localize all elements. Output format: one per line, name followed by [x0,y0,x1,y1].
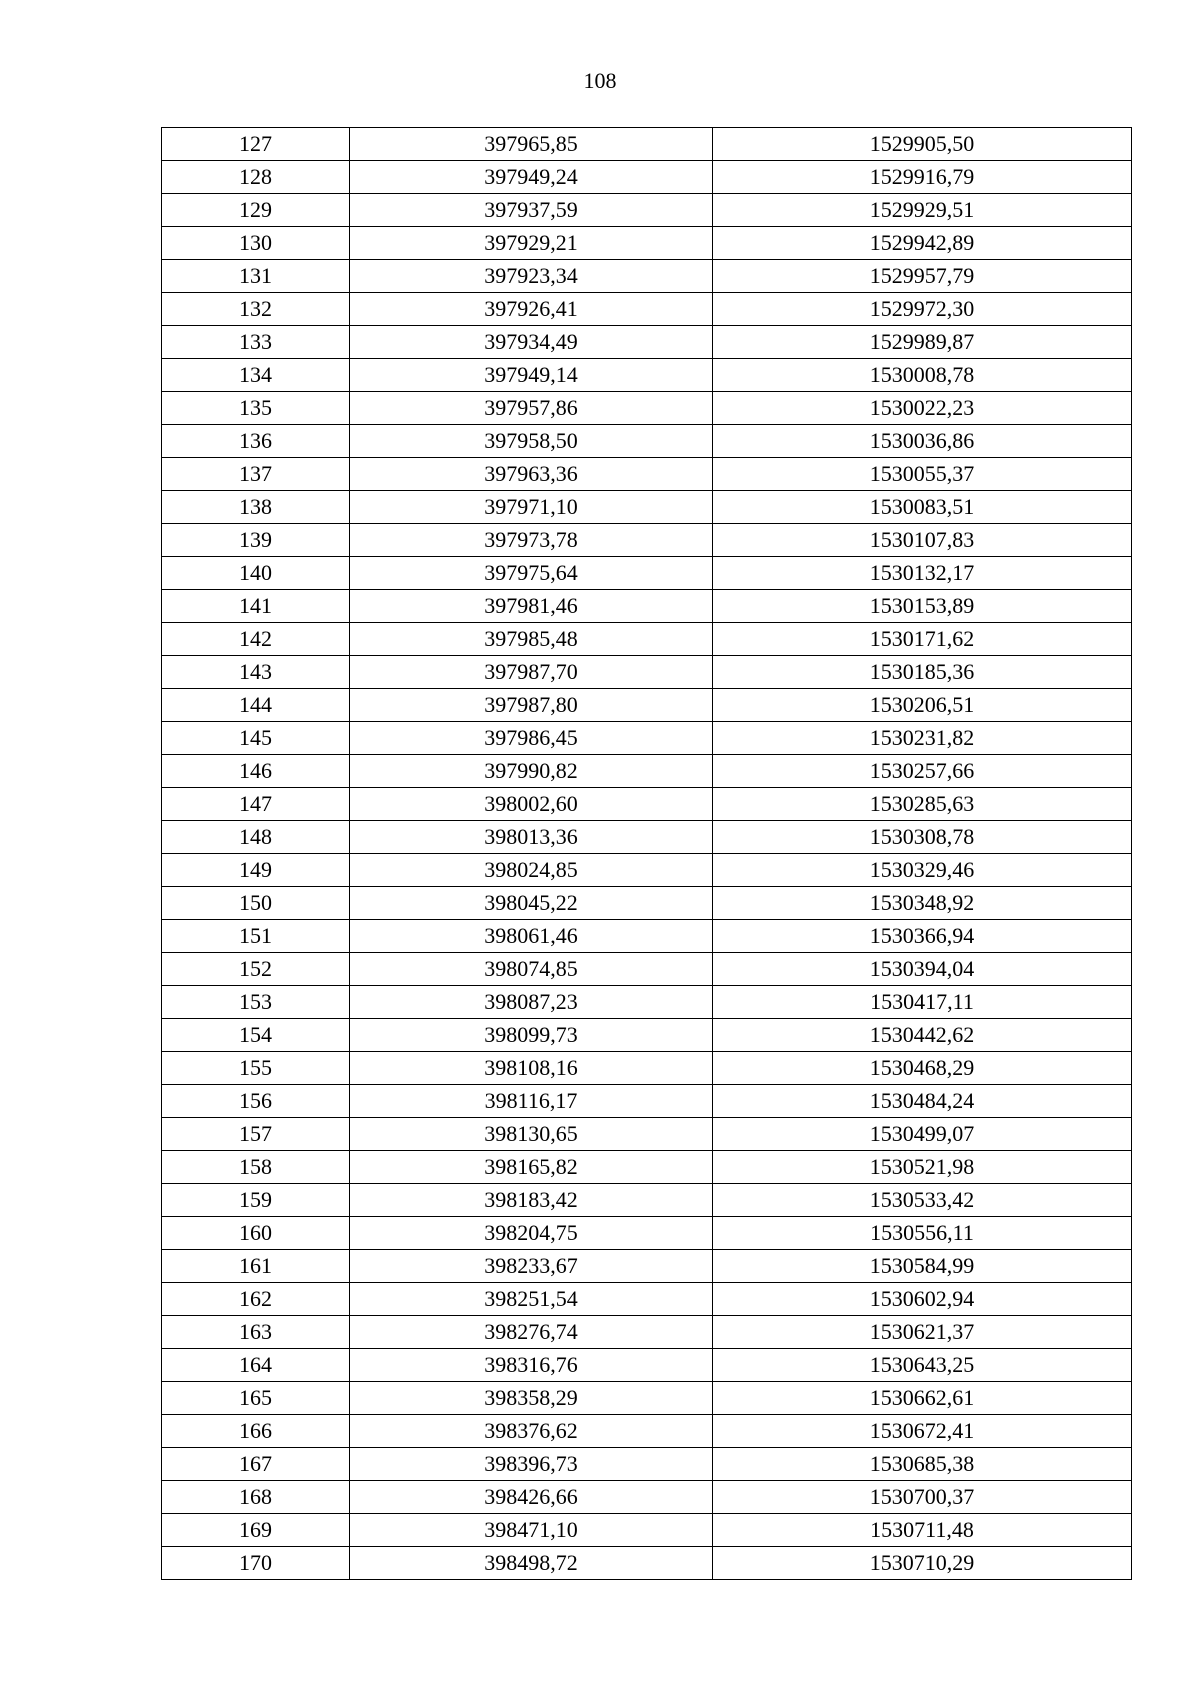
table-row [162,458,1132,491]
table-row [162,854,1132,887]
y-coordinate-cell: 1530533,42 [713,1184,1132,1217]
table-row [162,425,1132,458]
y-coordinate-cell: 1529905,50 [713,128,1132,161]
point-number-cell: 128 [162,161,350,194]
point-number-cell: 170 [162,1547,350,1580]
y-coordinate-cell: 1530185,36 [713,656,1132,689]
point-number-cell: 144 [162,689,350,722]
y-coordinate-cell: 1530171,62 [713,623,1132,656]
point-number-cell: 139 [162,524,350,557]
table-row [162,1151,1132,1184]
point-number-cell: 167 [162,1448,350,1481]
x-coordinate-cell: 397963,36 [350,458,713,491]
y-coordinate-cell: 1530083,51 [713,491,1132,524]
y-coordinate-cell: 1530710,29 [713,1547,1132,1580]
x-coordinate-cell: 398108,16 [350,1052,713,1085]
table-row [162,1118,1132,1151]
y-coordinate-cell: 1530231,82 [713,722,1132,755]
table-row [162,128,1132,161]
point-number-cell: 134 [162,359,350,392]
x-coordinate-cell: 398183,42 [350,1184,713,1217]
x-coordinate-cell: 397923,34 [350,260,713,293]
table-row [162,1349,1132,1382]
x-coordinate-cell: 397937,59 [350,194,713,227]
x-coordinate-cell: 398498,72 [350,1547,713,1580]
point-number-cell: 157 [162,1118,350,1151]
x-coordinate-cell: 398376,62 [350,1415,713,1448]
x-coordinate-cell: 398024,85 [350,854,713,887]
point-number-cell: 131 [162,260,350,293]
table-row [162,788,1132,821]
table-row [162,1481,1132,1514]
table-row [162,194,1132,227]
x-coordinate-cell: 398013,36 [350,821,713,854]
x-coordinate-cell: 398396,73 [350,1448,713,1481]
y-coordinate-cell: 1530584,99 [713,1250,1132,1283]
x-coordinate-cell: 397934,49 [350,326,713,359]
point-number-cell: 137 [162,458,350,491]
x-coordinate-cell: 398116,17 [350,1085,713,1118]
point-number-cell: 160 [162,1217,350,1250]
y-coordinate-cell: 1530521,98 [713,1151,1132,1184]
y-coordinate-cell: 1529929,51 [713,194,1132,227]
x-coordinate-cell: 397975,64 [350,557,713,590]
coordinates-table [161,127,1132,1580]
table-row [162,986,1132,1019]
table-row [162,1283,1132,1316]
y-coordinate-cell: 1530308,78 [713,821,1132,854]
x-coordinate-cell: 397985,48 [350,623,713,656]
table-row [162,1250,1132,1283]
y-coordinate-cell: 1529972,30 [713,293,1132,326]
point-number-cell: 165 [162,1382,350,1415]
y-coordinate-cell: 1530621,37 [713,1316,1132,1349]
table-row [162,359,1132,392]
y-coordinate-cell: 1530417,11 [713,986,1132,1019]
point-number-cell: 135 [162,392,350,425]
table-row [162,392,1132,425]
table-row [162,260,1132,293]
table-row [162,887,1132,920]
coordinates-table-body [162,128,1132,1580]
table-row [162,1514,1132,1547]
point-number-cell: 136 [162,425,350,458]
y-coordinate-cell: 1530036,86 [713,425,1132,458]
x-coordinate-cell: 397987,70 [350,656,713,689]
y-coordinate-cell: 1529916,79 [713,161,1132,194]
x-coordinate-cell: 397981,46 [350,590,713,623]
x-coordinate-cell: 398471,10 [350,1514,713,1547]
point-number-cell: 130 [162,227,350,260]
table-row [162,1547,1132,1580]
y-coordinate-cell: 1530055,37 [713,458,1132,491]
y-coordinate-cell: 1530153,89 [713,590,1132,623]
table-row [162,1382,1132,1415]
x-coordinate-cell: 397973,78 [350,524,713,557]
x-coordinate-cell: 398426,66 [350,1481,713,1514]
point-number-cell: 141 [162,590,350,623]
point-number-cell: 164 [162,1349,350,1382]
table-row [162,1448,1132,1481]
y-coordinate-cell: 1530348,92 [713,887,1132,920]
point-number-cell: 159 [162,1184,350,1217]
y-coordinate-cell: 1530468,29 [713,1052,1132,1085]
x-coordinate-cell: 397971,10 [350,491,713,524]
point-number-cell: 138 [162,491,350,524]
y-coordinate-cell: 1530484,24 [713,1085,1132,1118]
y-coordinate-cell: 1529942,89 [713,227,1132,260]
y-coordinate-cell: 1529957,79 [713,260,1132,293]
table-row [162,557,1132,590]
y-coordinate-cell: 1530685,38 [713,1448,1132,1481]
x-coordinate-cell: 397987,80 [350,689,713,722]
point-number-cell: 161 [162,1250,350,1283]
x-coordinate-cell: 398002,60 [350,788,713,821]
point-number-cell: 147 [162,788,350,821]
y-coordinate-cell: 1530285,63 [713,788,1132,821]
y-coordinate-cell: 1530206,51 [713,689,1132,722]
table-row [162,821,1132,854]
point-number-cell: 152 [162,953,350,986]
point-number-cell: 149 [162,854,350,887]
point-number-cell: 142 [162,623,350,656]
x-coordinate-cell: 398074,85 [350,953,713,986]
x-coordinate-cell: 398316,76 [350,1349,713,1382]
point-number-cell: 158 [162,1151,350,1184]
point-number-cell: 156 [162,1085,350,1118]
y-coordinate-cell: 1529989,87 [713,326,1132,359]
x-coordinate-cell: 397957,86 [350,392,713,425]
x-coordinate-cell: 398165,82 [350,1151,713,1184]
y-coordinate-cell: 1530394,04 [713,953,1132,986]
x-coordinate-cell: 398099,73 [350,1019,713,1052]
y-coordinate-cell: 1530107,83 [713,524,1132,557]
point-number-cell: 145 [162,722,350,755]
x-coordinate-cell: 398251,54 [350,1283,713,1316]
table-row [162,1019,1132,1052]
table-row [162,524,1132,557]
table-row [162,1184,1132,1217]
y-coordinate-cell: 1530329,46 [713,854,1132,887]
table-row [162,755,1132,788]
point-number-cell: 153 [162,986,350,1019]
x-coordinate-cell: 398130,65 [350,1118,713,1151]
point-number-cell: 132 [162,293,350,326]
x-coordinate-cell: 397986,45 [350,722,713,755]
table-row [162,1316,1132,1349]
point-number-cell: 140 [162,557,350,590]
y-coordinate-cell: 1530643,25 [713,1349,1132,1382]
x-coordinate-cell: 397929,21 [350,227,713,260]
point-number-cell: 168 [162,1481,350,1514]
point-number-cell: 143 [162,656,350,689]
table-row [162,590,1132,623]
point-number-cell: 155 [162,1052,350,1085]
point-number-cell: 127 [162,128,350,161]
point-number-cell: 129 [162,194,350,227]
y-coordinate-cell: 1530366,94 [713,920,1132,953]
table-row [162,623,1132,656]
table-row [162,1217,1132,1250]
table-row [162,1415,1132,1448]
y-coordinate-cell: 1530662,61 [713,1382,1132,1415]
point-number-cell: 169 [162,1514,350,1547]
y-coordinate-cell: 1530556,11 [713,1217,1132,1250]
x-coordinate-cell: 398045,22 [350,887,713,920]
x-coordinate-cell: 397965,85 [350,128,713,161]
y-coordinate-cell: 1530132,17 [713,557,1132,590]
point-number-cell: 146 [162,755,350,788]
table-row [162,161,1132,194]
point-number-cell: 148 [162,821,350,854]
table-row [162,656,1132,689]
y-coordinate-cell: 1530022,23 [713,392,1132,425]
point-number-cell: 151 [162,920,350,953]
y-coordinate-cell: 1530442,62 [713,1019,1132,1052]
table-row [162,689,1132,722]
table-row [162,1052,1132,1085]
table-row [162,326,1132,359]
table-row [162,227,1132,260]
table-row [162,293,1132,326]
x-coordinate-cell: 397949,14 [350,359,713,392]
table-row [162,953,1132,986]
x-coordinate-cell: 397949,24 [350,161,713,194]
x-coordinate-cell: 397926,41 [350,293,713,326]
table-row [162,920,1132,953]
x-coordinate-cell: 398087,23 [350,986,713,1019]
point-number-cell: 154 [162,1019,350,1052]
x-coordinate-cell: 397990,82 [350,755,713,788]
point-number-cell: 150 [162,887,350,920]
x-coordinate-cell: 398233,67 [350,1250,713,1283]
y-coordinate-cell: 1530602,94 [713,1283,1132,1316]
y-coordinate-cell: 1530008,78 [713,359,1132,392]
x-coordinate-cell: 398358,29 [350,1382,713,1415]
point-number-cell: 162 [162,1283,350,1316]
y-coordinate-cell: 1530499,07 [713,1118,1132,1151]
x-coordinate-cell: 398204,75 [350,1217,713,1250]
table-row [162,1085,1132,1118]
point-number-cell: 133 [162,326,350,359]
point-number-cell: 163 [162,1316,350,1349]
point-number-cell: 166 [162,1415,350,1448]
table-row [162,491,1132,524]
x-coordinate-cell: 398061,46 [350,920,713,953]
page-number: 108 [583,68,617,93]
y-coordinate-cell: 1530700,37 [713,1481,1132,1514]
x-coordinate-cell: 398276,74 [350,1316,713,1349]
y-coordinate-cell: 1530257,66 [713,755,1132,788]
y-coordinate-cell: 1530711,48 [713,1514,1132,1547]
y-coordinate-cell: 1530672,41 [713,1415,1132,1448]
table-row [162,722,1132,755]
x-coordinate-cell: 397958,50 [350,425,713,458]
